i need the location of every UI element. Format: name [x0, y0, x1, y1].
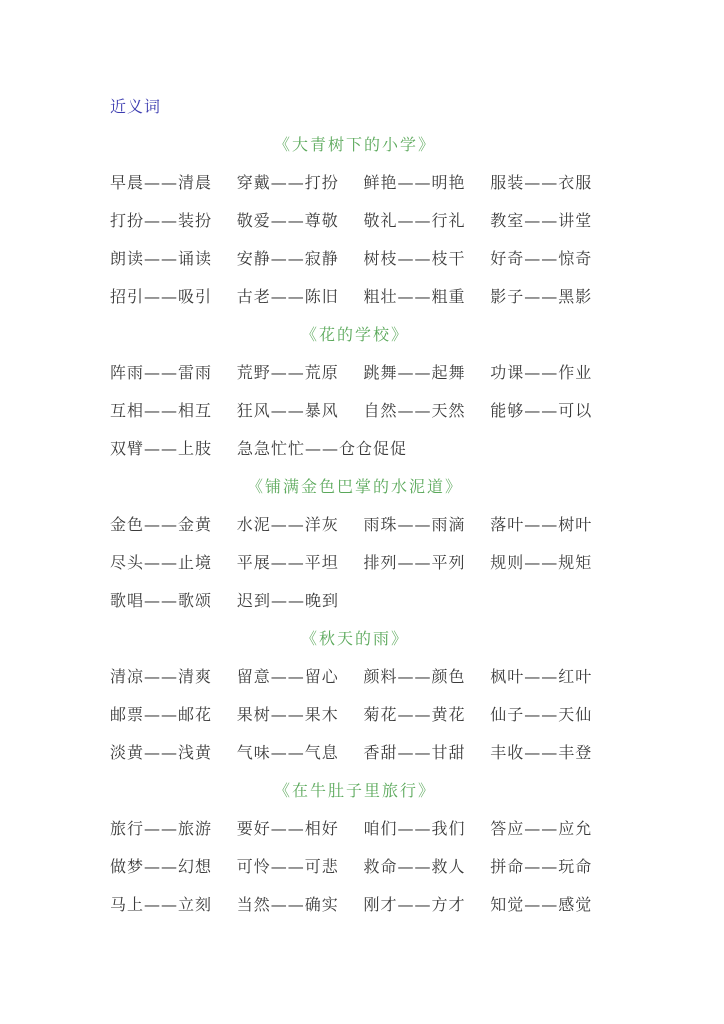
synonym-pair: 淡黄——浅黄: [110, 743, 213, 762]
synonym-pair: 当然——确实: [236, 895, 339, 914]
synonym-pair: 要好——相好: [236, 819, 339, 838]
synonym-pair: 穿戴——打扮: [236, 173, 339, 192]
synonym-pair: 金色——金黄: [110, 515, 213, 534]
synonym-pair: 落叶——树叶: [490, 515, 593, 534]
synonym-row: [110, 856, 600, 894]
synonym-pair: 可怜——可悲: [236, 857, 339, 876]
synonym-row: [110, 248, 600, 286]
synonym-row: [110, 514, 600, 552]
synonym-pair: 旅行——旅游: [110, 819, 213, 838]
section-2: [110, 324, 600, 476]
synonym-row: [110, 704, 600, 742]
synonym-pair: 树枝——枝干: [363, 249, 466, 268]
section-title: 《秋天的雨》: [300, 629, 409, 648]
synonym-row: [110, 438, 600, 476]
synonym-pair: 清凉——清爽: [110, 667, 213, 686]
section-title: 《铺满金色巴掌的水泥道》: [246, 477, 463, 496]
synonym-pair: 仙子——天仙: [490, 705, 593, 724]
synonym-pair: 香甜——甘甜: [363, 743, 466, 762]
synonym-pair: 跳舞——起舞: [363, 363, 466, 382]
synonym-pair: 自然——天然: [363, 401, 466, 420]
synonym-pair: 规则——规矩: [490, 553, 593, 572]
synonym-row: [110, 590, 600, 628]
synonym-pair: 能够——可以: [490, 401, 593, 420]
synonym-pair: 歌唱——歌颂: [110, 591, 213, 610]
synonym-pair: 早晨——清晨: [110, 173, 213, 192]
synonym-row: [110, 172, 600, 210]
synonym-row: [110, 400, 600, 438]
synonym-row: [110, 552, 600, 590]
synonym-row: [110, 362, 600, 400]
synonym-pair: 阵雨——雷雨: [110, 363, 213, 382]
synonym-pair: 敬爱——尊敬: [236, 211, 339, 230]
synonym-pair: 答应——应允: [490, 819, 593, 838]
synonym-pair: 影子——黑影: [490, 287, 593, 306]
document-title: 近义词: [110, 97, 162, 116]
synonym-pair: 果树——果木: [236, 705, 339, 724]
synonym-pair: 荒野——荒原: [236, 363, 339, 382]
synonym-pair: 服装——衣服: [490, 173, 593, 192]
section-title: 《在牛肚子里旅行》: [273, 781, 436, 800]
synonym-pair: 狂风——暴风: [236, 401, 339, 420]
synonym-pair: 枫叶——红叶: [490, 667, 593, 686]
synonym-pair: 留意——留心: [236, 667, 339, 686]
synonym-row: [110, 210, 600, 248]
section-title: 《大青树下的小学》: [273, 135, 436, 154]
synonym-row: [110, 286, 600, 324]
synonym-pair: 水泥——洋灰: [236, 515, 339, 534]
synonym-pair: 鲜艳——明艳: [363, 173, 466, 192]
synonym-row: [110, 742, 600, 780]
section-3: [110, 476, 600, 628]
section-5: [110, 780, 600, 932]
synonym-pair: 双臂——上肢: [110, 439, 213, 458]
synonym-pair: 刚才——方才: [363, 895, 466, 914]
section-1: [110, 134, 600, 324]
synonym-pair: 粗壮——粗重: [363, 287, 466, 306]
synonym-pair: 互相——相互: [110, 401, 213, 420]
synonym-pair: 打扮——装扮: [110, 211, 213, 230]
synonym-pair: 朗读——诵读: [110, 249, 213, 268]
synonym-pair: 招引——吸引: [110, 287, 213, 306]
synonym-pair: 安静——寂静: [236, 249, 339, 268]
section-4: [110, 628, 600, 780]
synonym-pair: 雨珠——雨滴: [363, 515, 466, 534]
synonym-pair: 咱们——我们: [363, 819, 466, 838]
synonym-pair: 迟到——晚到: [237, 591, 340, 610]
synonym-pair: 急急忙忙——仓仓促促: [237, 439, 408, 458]
synonym-row: [110, 666, 600, 704]
synonym-pair: 功课——作业: [490, 363, 593, 382]
synonym-pair: 菊花——黄花: [363, 705, 466, 724]
synonym-pair: 马上——立刻: [110, 895, 213, 914]
synonym-pair: 做梦——幻想: [110, 857, 213, 876]
synonym-pair: 好奇——惊奇: [490, 249, 593, 268]
synonym-pair: 教室——讲堂: [490, 211, 593, 230]
synonym-pair: 知觉——感觉: [490, 895, 593, 914]
synonym-pair: 排列——平列: [363, 553, 466, 572]
synonym-pair: 气味——气息: [236, 743, 339, 762]
synonym-row: [110, 818, 600, 856]
section-title: 《花的学校》: [300, 325, 409, 344]
synonym-pair: 尽头——止境: [110, 553, 213, 572]
synonym-pair: 敬礼——行礼: [363, 211, 466, 230]
synonym-pair: 邮票——邮花: [110, 705, 213, 724]
synonym-pair: 拼命——玩命: [490, 857, 593, 876]
synonym-pair: 丰收——丰登: [490, 743, 593, 762]
synonym-pair: 平展——平坦: [236, 553, 339, 572]
synonym-pair: 颜料——颜色: [363, 667, 466, 686]
synonym-row: [110, 894, 600, 932]
synonym-pair: 救命——救人: [363, 857, 466, 876]
synonym-pair: 古老——陈旧: [236, 287, 339, 306]
